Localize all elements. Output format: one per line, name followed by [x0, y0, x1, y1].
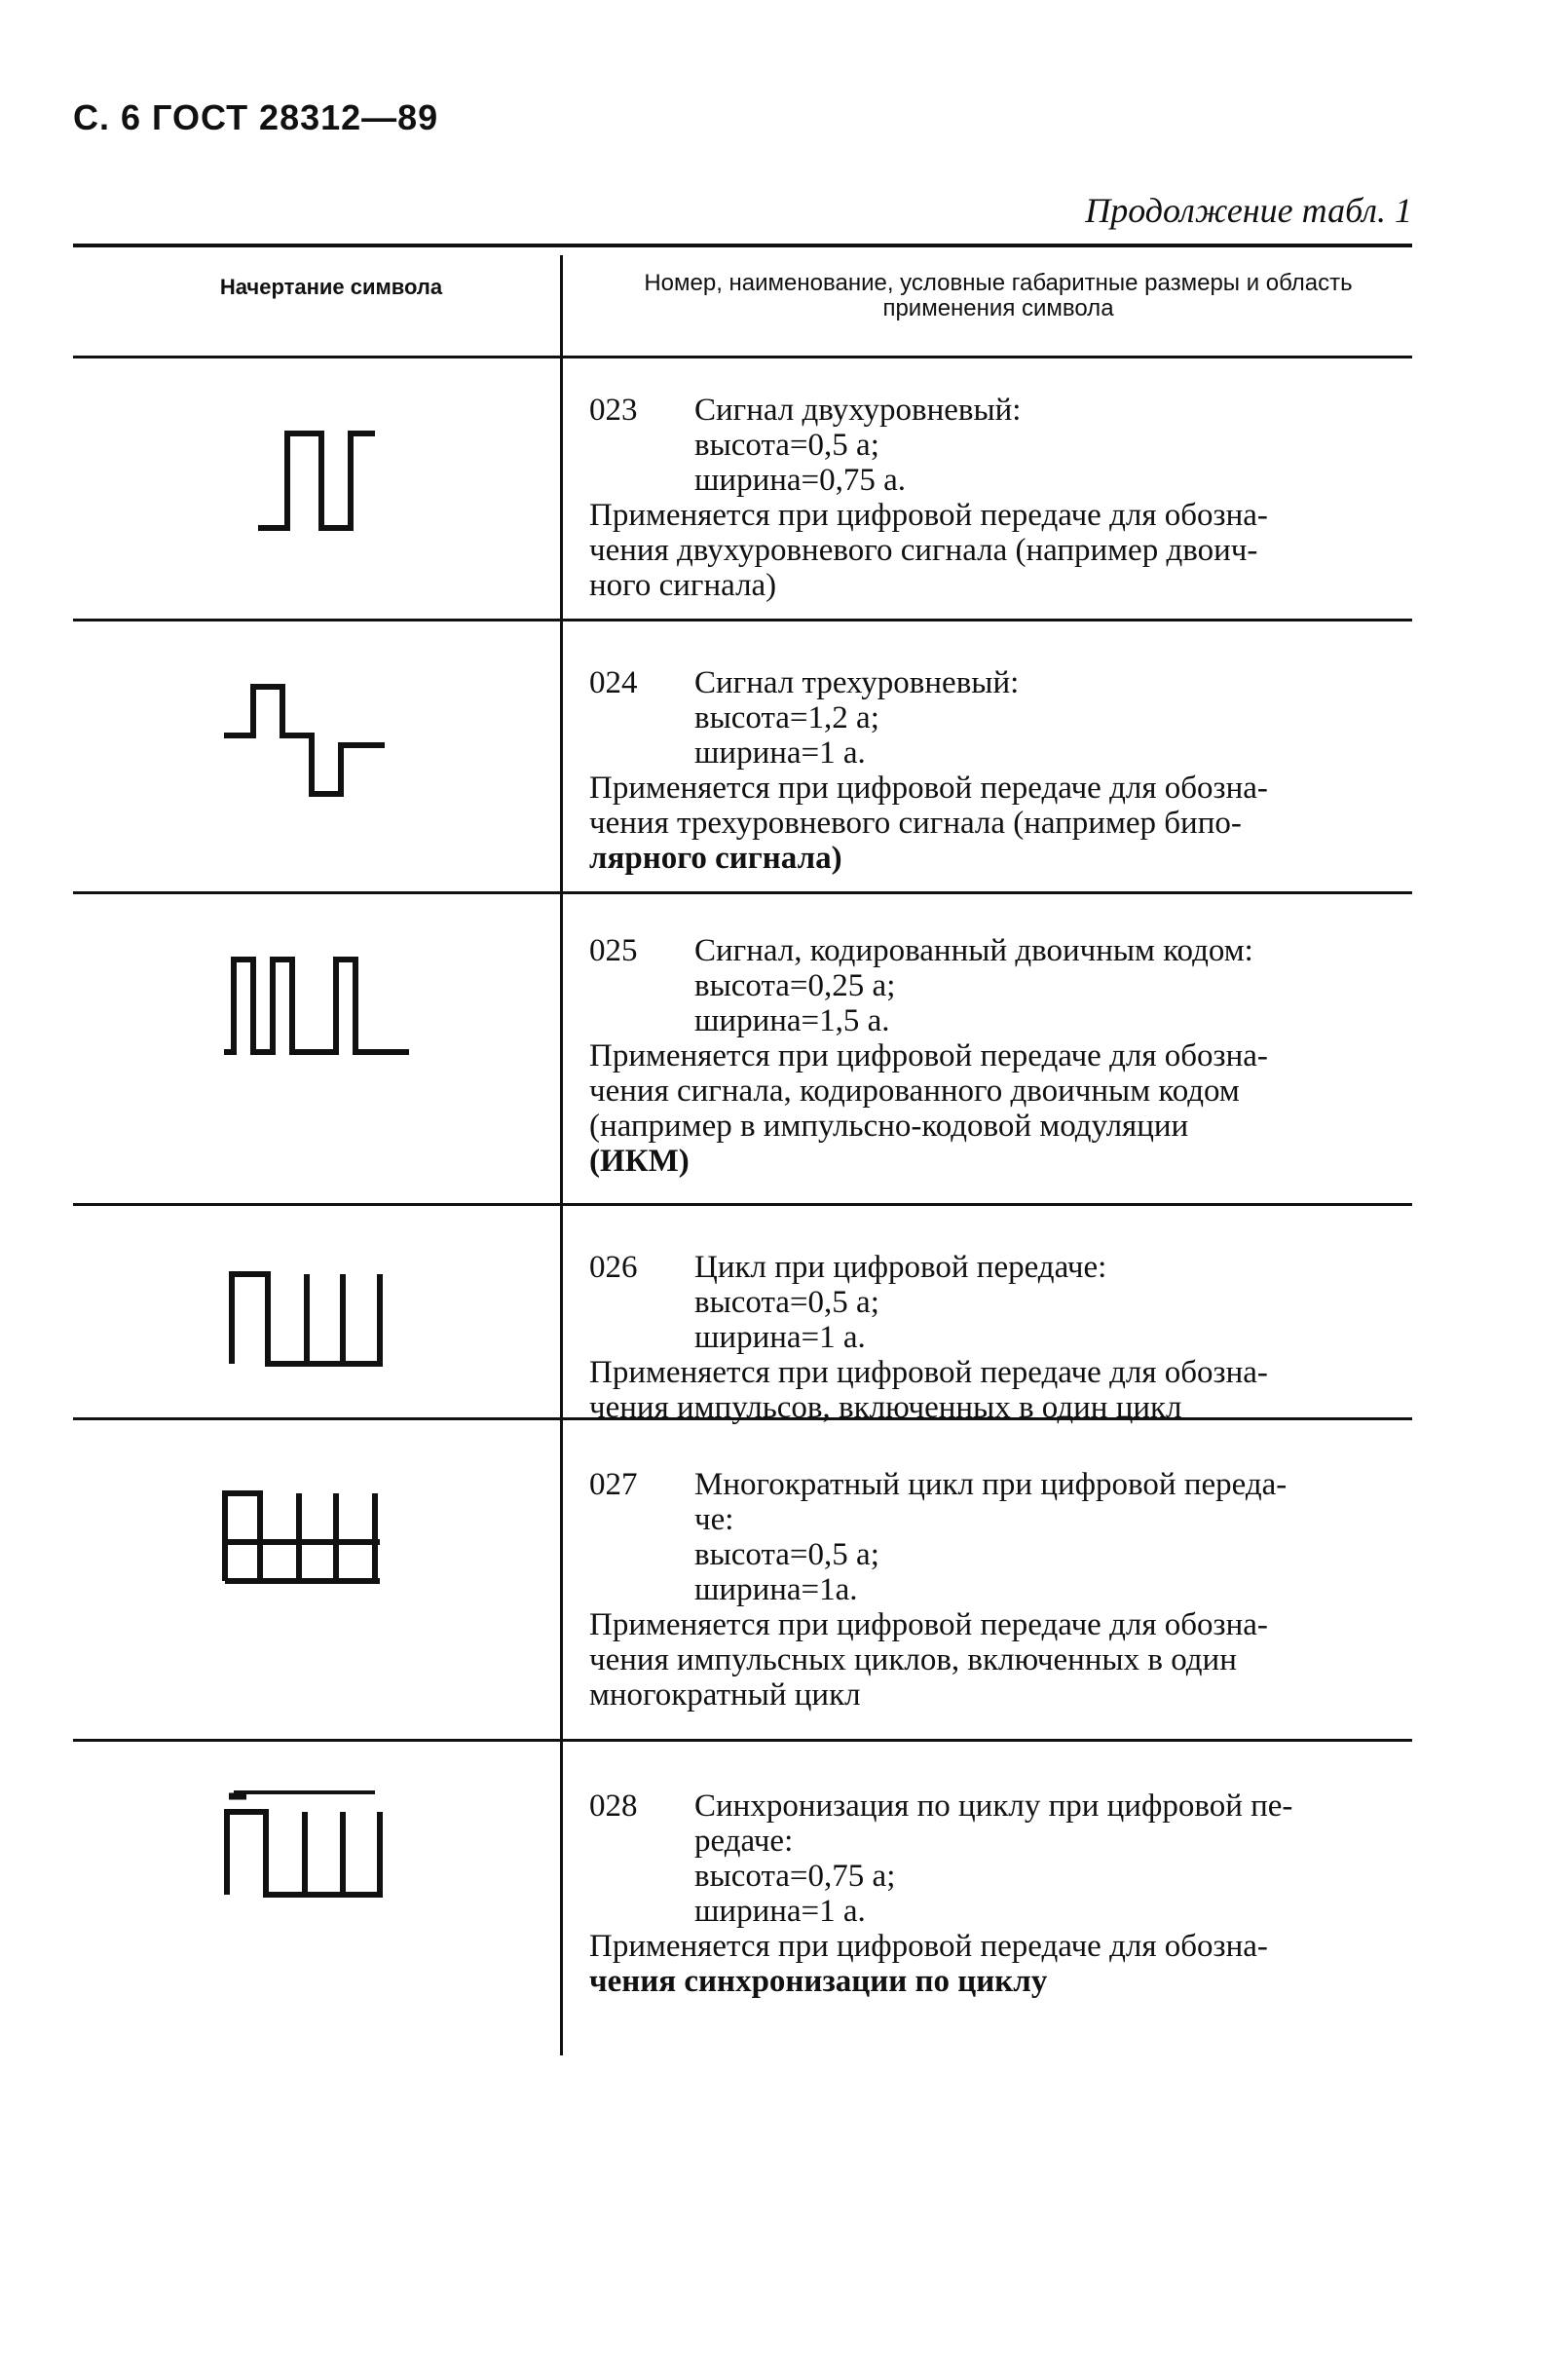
row-divider [73, 1203, 1412, 1206]
symbol-height: высота=0,75 a; [694, 1859, 896, 1894]
three-level-signal-icon [219, 677, 399, 804]
symbol-code: 023 [589, 393, 638, 428]
symbol-height: высота=0,5 a; [694, 428, 879, 463]
row-divider [73, 891, 1412, 894]
usage-line: чения импульсных циклов, включенных в один [589, 1642, 1237, 1677]
usage-tail: (ИКМ) [589, 1144, 690, 1179]
symbol-width: ширина=1 a. [694, 1320, 866, 1355]
digital-cycle-icon [224, 1266, 390, 1374]
symbol-name: Сигнал трехуровневый: [694, 665, 1020, 700]
symbol-name: Цикл при цифровой передаче: [694, 1250, 1107, 1285]
row-028 [589, 1788, 1410, 1999]
row-024 [589, 665, 1410, 876]
usage-line: Применяется при цифровой передаче для обозна- [589, 1607, 1268, 1642]
symbol-code: 025 [589, 933, 638, 968]
usage-line: Применяется при цифровой передаче для обозна- [589, 1355, 1268, 1390]
row-divider [73, 619, 1412, 621]
symbol-code: 027 [589, 1467, 638, 1502]
symbol-height: высота=0,5 a; [694, 1537, 879, 1572]
usage-line: чения трехуровневого сигнала (например бипо- [589, 806, 1242, 841]
symbol-height: высота=0,25 a; [694, 968, 896, 1003]
symbol-name: Многократный цикл при цифровой переда- [694, 1467, 1288, 1502]
usage-tail: чения синхронизации по циклу [589, 1964, 1048, 1999]
symbol-code: 024 [589, 665, 638, 700]
description-column-header: Номер, наименование, условные габаритные размеры и область применения символа [644, 270, 1353, 321]
row-divider [73, 1739, 1412, 1742]
usage-tail: чения импульсов, включенных в один цикл [589, 1390, 1182, 1425]
symbol-code: 026 [589, 1250, 638, 1285]
symbol-name-continued: редаче: [694, 1824, 794, 1859]
symbol-column-header: Начертание символа [219, 275, 443, 299]
row-023 [589, 393, 1410, 603]
row-025 [589, 933, 1410, 1179]
symbol-name: Синхронизация по циклу при цифровой пе- [694, 1788, 1293, 1824]
header-bottom-rule [73, 356, 1412, 358]
symbol-code: 028 [589, 1788, 638, 1824]
column-divider [560, 255, 563, 2055]
usage-tail: лярного сигнала) [589, 841, 842, 876]
row-027 [589, 1467, 1410, 1713]
usage-line: чения сигнала, кодированного двоичным кодом [589, 1073, 1240, 1109]
symbol-width: ширина=1 a. [694, 1894, 866, 1929]
usage-line: Применяется при цифровой передаче для обозна- [589, 1929, 1268, 1964]
symbol-width: ширина=1a. [694, 1572, 858, 1607]
symbol-height: высота=1,2 a; [694, 700, 879, 735]
symbol-width: ширина=1,5 a. [694, 1003, 890, 1038]
usage-line: Применяется при цифровой передаче для обозна- [589, 498, 1268, 533]
usage-line: чения двухуровневого сигнала (например двоич- [589, 533, 1258, 568]
symbol-width: ширина=1 a. [694, 735, 866, 771]
row-026 [589, 1250, 1410, 1425]
usage-line: Применяется при цифровой передаче для обозна- [589, 1038, 1268, 1073]
multiple-cycle-icon [219, 1486, 390, 1588]
symbol-width: ширина=0,75 a. [694, 463, 907, 498]
symbol-name-continued: че: [694, 1502, 734, 1537]
usage-line: Применяется при цифровой передаче для обозна- [589, 771, 1268, 806]
usage-tail: многократный цикл [589, 1677, 861, 1713]
symbol-name: Сигнал, кодированный двоичным кодом: [694, 933, 1253, 968]
table-top-rule [73, 244, 1412, 247]
cycle-sync-icon [219, 1783, 394, 1904]
symbol-height: высота=0,5 a; [694, 1285, 879, 1320]
binary-coded-signal-icon [219, 950, 414, 1062]
usage-tail: ного сигнала) [589, 568, 777, 603]
table-continuation-label: Продолжение табл. 1 [1085, 191, 1412, 230]
two-level-signal-icon [243, 419, 390, 536]
symbol-name: Сигнал двухуровневый: [694, 393, 1022, 428]
usage-line: (например в импульсно-кодовой модуляции [589, 1109, 1189, 1144]
page-header: С. 6 ГОСТ 28312—89 [73, 97, 439, 137]
